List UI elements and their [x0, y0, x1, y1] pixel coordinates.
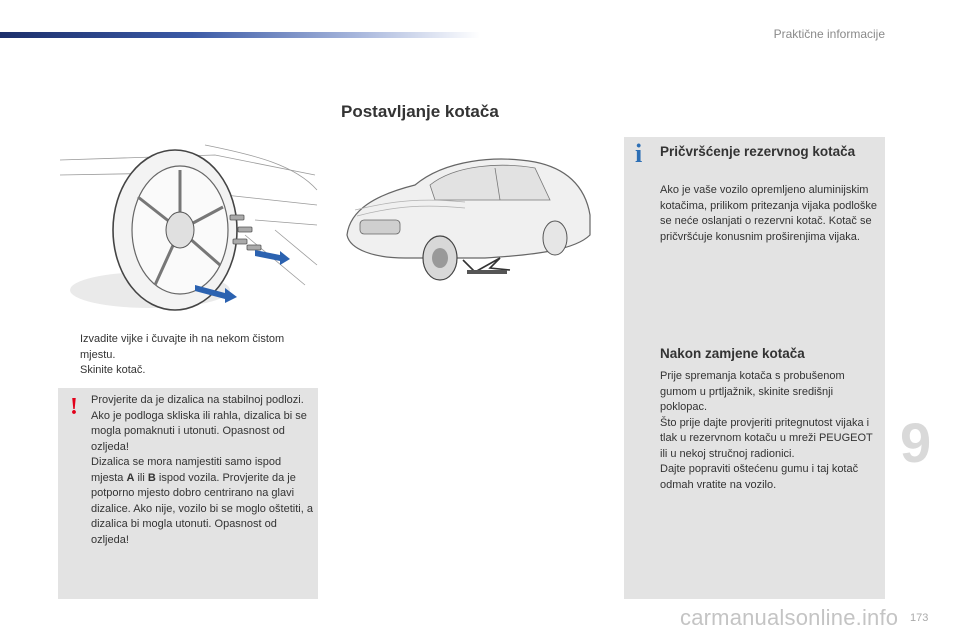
step-text: Skinite kotač. [80, 364, 146, 376]
chapter-number: 9 [900, 411, 932, 474]
list-item [60, 332, 322, 363]
section-header: Praktične informacije [773, 27, 885, 41]
info-heading: Pričvršćenje rezervnog kotača [660, 144, 856, 159]
warning-text [91, 393, 313, 548]
info-icon: i [635, 139, 643, 168]
step-list [60, 332, 322, 379]
page-number: 173 [910, 612, 929, 624]
warning-exclamation-icon: ! [70, 394, 78, 420]
step-text: Izvadite vijke i čuvajte ih na nekom čistom mjestu. [80, 333, 285, 361]
after-change-text: Prije spremanja kotača s probušenom gumom u prtljažnik, skinite središnji poklopac. Što prije dajte provjeriti pritegnutost vijaka i tlak u rezervnom kotaču u mreži PEUGEOT ili u nekoj stručnoj radionici. Dajte popraviti oštećenu gumu i taj kotač odmah vratite na vozilo. [660, 370, 873, 491]
info-text: Ako je vaše vozilo opremljeno aluminijskim kotačima, prilikom pritezanja vijaka podloške se neće oslanjati o rezervni kotač. Kotač se pričvršćuje konusnim proširenjima vijaka. [660, 184, 878, 243]
after-change-heading: Nakon zamjene kotača [660, 346, 805, 361]
point-label-b: B [147, 471, 156, 484]
wheel-removal-illustration [55, 135, 320, 315]
header-accent-bar [0, 32, 480, 38]
list-item [60, 363, 322, 379]
warning-paragraph: Dizalica se mora namjestiti samo ispod mjesta A ili B ispod vozila. Provjerite da je potporno mjesto dobro centrirano na glavi dizalice. Ako nije, vozilo bi se moglo oštetiti, a dizalica bi mogla utonuti. Opasnost od ozljeda! [91, 456, 313, 546]
warning-box [58, 388, 318, 599]
warning-paragraph: Provjerite da je dizalica na stabilnoj podlozi. Ako je podloga skliska ili rahla, dizalica bi se mogla pomaknuti i utonuti. Opasnost od ozljeda! [91, 394, 307, 453]
info-box [624, 137, 885, 599]
point-label-a: A [126, 471, 135, 484]
watermark: carmanualsonline.info [680, 605, 899, 630]
page-title: Postavljanje kotača [341, 102, 499, 121]
car-on-jack-illustration [335, 140, 595, 290]
